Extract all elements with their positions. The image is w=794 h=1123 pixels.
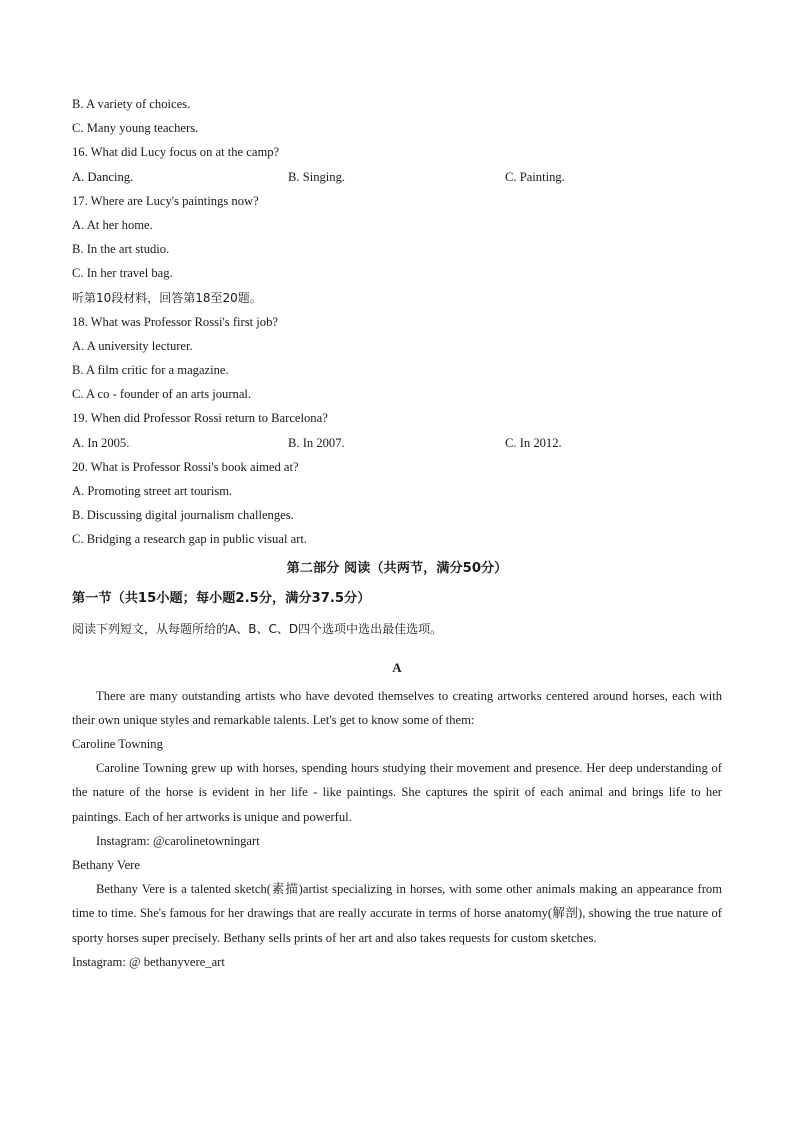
q17-option-b: B. In the art studio. (72, 242, 170, 257)
q18-question: 18. What was Professor Rossi's first job? (72, 314, 278, 329)
q18-option-a: A. A university lecturer. (72, 338, 193, 353)
q20-option-b: B. Discussing digital journalism challenges. (72, 508, 294, 523)
artist-name-bethany: Bethany Vere (72, 857, 140, 872)
reading-section-title: 第一节（共15小题；每小题2.5分，满分37.5分） (72, 590, 371, 606)
q16-question: 16. What did Lucy focus on at the camp? (72, 145, 280, 160)
q20-option-a: A. Promoting street art tourism. (72, 484, 233, 498)
q16-options (72, 165, 722, 189)
q16-option-b: B. Singing. (288, 169, 346, 184)
q19-option-b: B. In 2007. (288, 435, 345, 450)
q16-option-a: A. Dancing. (72, 169, 134, 184)
reading-part-title: 第二部分 阅读（共两节，满分50分） (286, 560, 508, 576)
q17-question: 17. Where are Lucy's paintings now? (72, 193, 259, 208)
q15-option-b: B. A variety of choices. (72, 97, 191, 111)
q20-option-c: C. Bridging a research gap in public visual art. (72, 532, 308, 547)
q18-option-c: C. A co - founder of an arts journal. (72, 387, 252, 402)
q20-question: 20. What is Professor Rossi's book aimed at? (72, 459, 299, 474)
q15-option-c: C. Many young teachers. (72, 121, 199, 136)
artist-name-caroline: Caroline Towning (72, 736, 163, 751)
q19-option-a: A. In 2005. (72, 435, 130, 450)
artist-instagram-caroline: Instagram: @carolinetowningart (96, 833, 260, 848)
passage-intro: There are many outstanding artists who have devoted themselves to creating artworks centered around horses, each with their own unique styles and remarkable talents. Let's get to know some of them: (72, 688, 722, 727)
q19-options (72, 431, 722, 455)
artist-bio-bethany: Bethany Vere is a talented sketch(素描)artist specializing in horses, with some other animals making an appearance from time to time. She's famous for her drawings that are really accurate in terms of horse anatomy(解剖), showing the true nature of sporty horses super precisely. Bethany sells prints of her art and also takes requests for custom sketches. (72, 882, 722, 945)
reading-instruction: 阅读下列短文，从每题所给的A、B、C、D四个选项中选出最佳选项。 (72, 621, 443, 636)
q17-option-c: C. In her travel bag. (72, 266, 173, 281)
q19-question: 19. When did Professor Rossi return to Barcelona? (72, 411, 328, 426)
artist-bio-caroline: Caroline Towning grew up with horses, spending hours studying their movement and presence. Her deep understanding of the nature of the horse is evident in her life - like paintings. She captures the spirit of each animal and brings life to her paintings. Each of her artworks is unique and powerful. (72, 761, 722, 824)
section10-instruction: 听第10段材料，回答第18至20题。 (72, 290, 262, 305)
q18-option-b: B. A film critic for a magazine. (72, 363, 229, 378)
page-content (72, 92, 722, 974)
passage-letter: A (392, 659, 402, 675)
q19-option-c: C. In 2012. (505, 435, 562, 450)
artist-instagram-bethany: Instagram: @ bethanyvere_art (72, 954, 225, 969)
q17-option-a: A. At her home. (72, 217, 153, 232)
q16-option-c: C. Painting. (505, 169, 565, 184)
